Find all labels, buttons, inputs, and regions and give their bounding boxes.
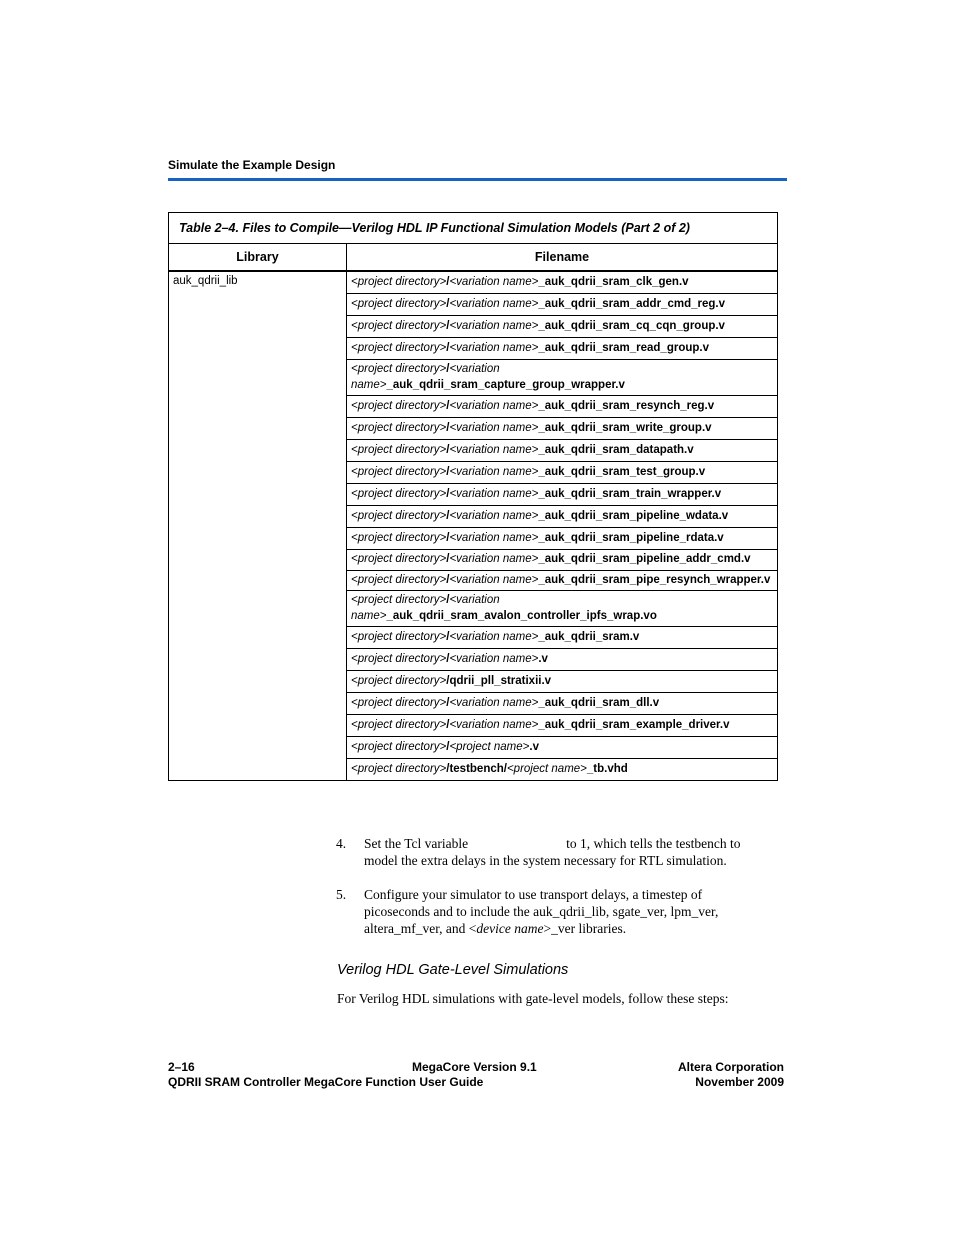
filename-cell: <project directory>/<variation name>_auk_qdrii_sram_test_group.v xyxy=(347,462,778,484)
filename-cell: <project directory>/<variation name>_auk_qdrii_sram_write_group.v xyxy=(347,418,778,440)
footer-guide-title: QDRII SRAM Controller MegaCore Function User Guide xyxy=(168,1075,484,1089)
filename-cell: <project directory>/<variation name>_auk_qdrii_sram_pipeline_addr_cmd.v xyxy=(347,550,778,571)
subsection-heading: Verilog HDL Gate-Level Simulations xyxy=(337,962,569,978)
filename-cell: <project directory>/<variation name>_auk_qdrii_sram_resynch_reg.v xyxy=(347,396,778,418)
footer-company: Altera Corporation xyxy=(677,1060,784,1074)
step-text: Configure your simulator to use transport delays, a timestep of picoseconds and to include the auk_qdrii_lib, sgate_ver, lpm_ver, altera_mf_ver, and <device name>_ver libraries. xyxy=(364,887,719,936)
filename-cell: <project directory>/<variation name>_auk_qdrii_sram_example_driver.v xyxy=(347,715,778,737)
filename-cell: <project directory>/testbench/<project name>_tb.vhd xyxy=(347,759,778,781)
files-table xyxy=(168,212,778,781)
step-number: 4. xyxy=(336,836,347,851)
filename-cell: <project directory>/<variation name>_auk_qdrii_sram_train_wrapper.v xyxy=(347,484,778,506)
filename-cell: <project directory>/<variation name>_auk_qdrii_sram_addr_cmd_reg.v xyxy=(347,294,778,316)
filename-cell: <project directory>/<variation name>_auk_qdrii_sram_read_group.v xyxy=(347,338,778,360)
filename-cell: <project directory>/<variation name>_auk_qdrii_sram_datapath.v xyxy=(347,440,778,462)
table-row xyxy=(169,271,778,294)
step-number: 5. xyxy=(336,887,347,902)
filename-cell: <project directory>/<variation name>_auk_qdrii_sram_pipe_resynch_wrapper.v xyxy=(347,570,778,591)
body-paragraph: For Verilog HDL simulations with gate-level models, follow these steps: xyxy=(337,991,729,1006)
section-header: Simulate the Example Design xyxy=(168,158,336,172)
filename-cell: <project directory>/<variation name>_auk_qdrii_sram.v xyxy=(347,627,778,649)
library-cell: auk_qdrii_lib xyxy=(169,271,347,781)
footer-page-number: 2–16 xyxy=(168,1060,195,1074)
filename-cell: <project directory>/<variation name>.v xyxy=(347,649,778,671)
filename-cell: <project directory>/<variation name>_auk_qdrii_sram_capture_group_wrapper.v xyxy=(347,360,778,396)
filename-cell: <project directory>/<variation name>_auk_qdrii_sram_pipeline_wdata.v xyxy=(347,506,778,528)
header-rule xyxy=(168,178,787,181)
column-header-library: Library xyxy=(169,244,347,272)
filename-cell: <project directory>/qdrii_pll_stratixii.v xyxy=(347,671,778,693)
table-caption: Table 2–4. Files to Compile—Verilog HDL IP Functional Simulation Models (Part 2 of 2) xyxy=(169,213,778,244)
filename-cell: <project directory>/<variation name>_auk_qdrii_sram_avalon_controller_ipfs_wrap.vo xyxy=(347,591,778,627)
step-text: Set the Tcl variable to 1, which tells the testbench to model the extra delays in the system necessary for RTL simulation. xyxy=(364,836,741,868)
column-header-filename: Filename xyxy=(347,244,778,272)
filename-cell: <project directory>/<variation name>_auk_qdrii_sram_cq_cqn_group.v xyxy=(347,316,778,338)
filename-cell: <project directory>/<variation name>_auk_qdrii_sram_dll.v xyxy=(347,693,778,715)
footer-date: November 2009 xyxy=(695,1075,784,1089)
footer-version: MegaCore Version 9.1 xyxy=(412,1060,537,1074)
filename-cell: <project directory>/<variation name>_auk_qdrii_sram_clk_gen.v xyxy=(347,271,778,294)
filename-cell: <project directory>/<variation name>_auk_qdrii_sram_pipeline_rdata.v xyxy=(347,528,778,550)
filename-cell: <project directory>/<project name>.v xyxy=(347,737,778,759)
